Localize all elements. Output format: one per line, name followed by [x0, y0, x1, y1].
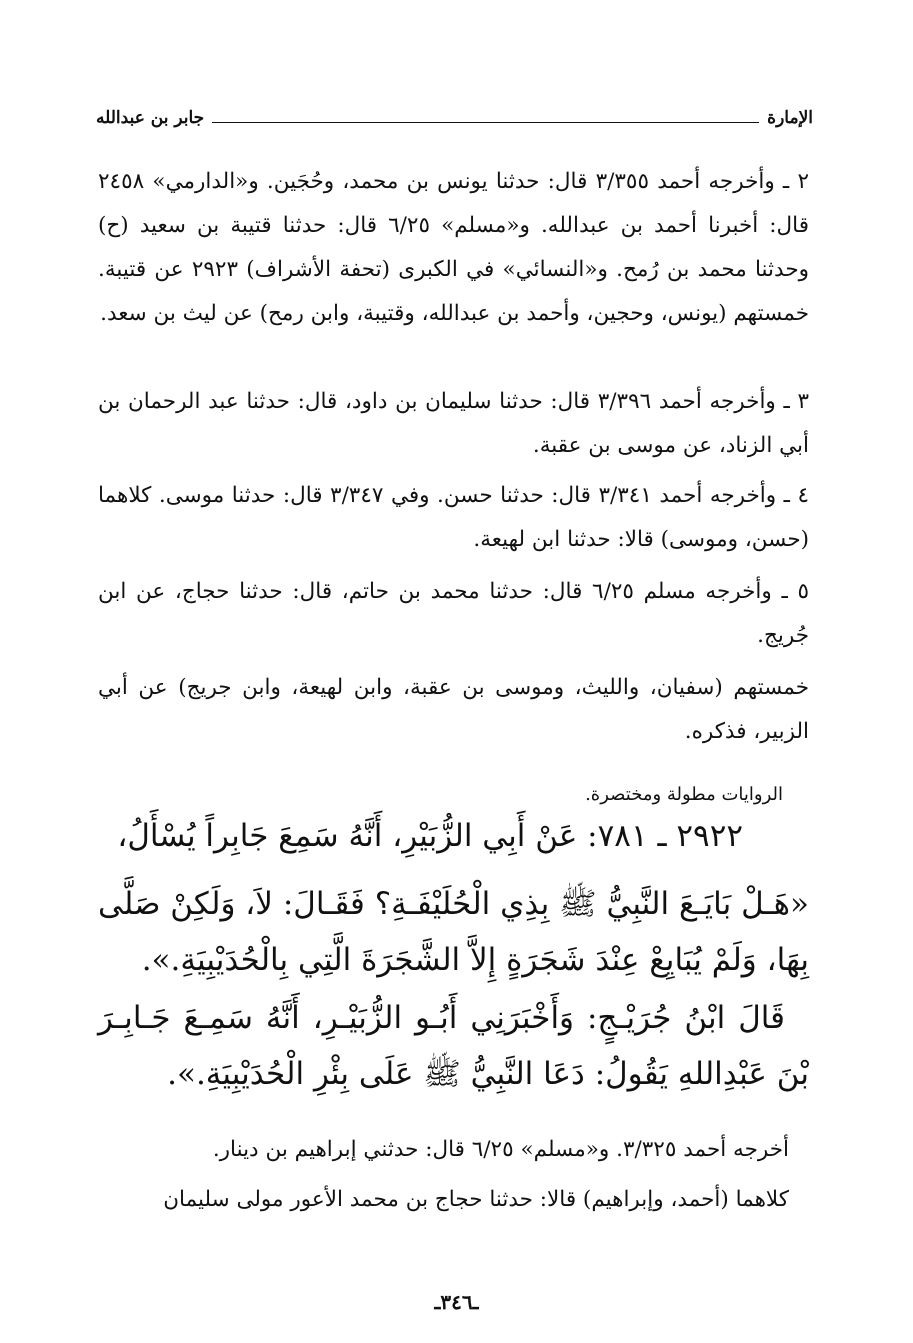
hadith-text: «هَـلْ بَايَـعَ النَّبِيُّ ﷺ بِذِي الْحُلَيْفَـةِ؟ فَقَـالَ: لاَ، وَلَكِنْ صَلَّى بِهَا، وَلَمْ يُبَايِعْ عِنْدَ شَجَرَةٍ إِلاَّ الشَّجَرَةَ الَّتِي بِالْحُدَيْبِيَةِ.».	[98, 886, 809, 978]
hadith-heading: ٢٩٢٢ ـ ٧٨١: عَنْ أَبِي الزُّبَيْرِ، أَنَّهُ سَمِعَ جَابِراً يُسْأَلُ،	[117, 818, 743, 854]
takhrij-line-2: كلاهما (أحمد، وإبراهيم) قالا: حدثنا حجاج بن محمد الأعور مولى سليمان	[163, 1187, 789, 1212]
header-chapter: الإمارة	[767, 108, 813, 128]
hadith-text-2: قَالَ ابْنُ جُرَيْـجٍ: وَأَخْبَرَنِي أَبُـو الزُّبَيْـرِ، أَنَّهُ سَمِـعَ جَـابِـرَ بْنَ عَبْدِاللهِ يَقُولُ: دَعَا النَّبِيُّ ﷺ عَلَى بِئْرِ الْحُدَيْبِيَةِ.».	[98, 1000, 809, 1092]
running-header	[96, 108, 813, 128]
header-narrator: جابر بن عبدالله	[96, 108, 205, 128]
narrations-caption: الروايات مطولة ومختصرة.	[585, 784, 783, 805]
footnote-2: ٢ ـ وأخرجه أحمد ٣/٣٥٥ قال: حدثنا يونس بن محمد، وحُجَين. و«الدارمي» ٢٤٥٨ قال: أخبرنا أحمد بن عبدالله. و«مسلم» ٦/٢٥ قال: حدثنا قتيبة بن سعيد (ح) وحدثنا محمد بن رُمح. و«النسائي» في الكبرى (تحفة الأشراف) ٢٩٢٣ عن قتيبة. خمستهم (يونس، وحجين، وأحمد بن عبدالله، وقتيبة، وابن رمح) عن ليث بن سعد.	[98, 169, 809, 326]
footnote-4: ٤ ـ وأخرجه أحمد ٣/٣٤١ قال: حدثنا حسن. وفي ٣/٣٤٧ قال: حدثنا موسى. كلاهما (حسن، وموسى) قالا: حدثنا ابن لهيعة.	[98, 483, 809, 552]
header-rule	[212, 122, 759, 123]
footnote-summary: خمستهم (سفيان، والليث، وموسى بن عقبة، وابن لهيعة، وابن جريج) عن أبي الزبير، فذكره.	[98, 675, 809, 744]
page-number: ـ٣٤٦ـ	[434, 1290, 479, 1314]
takhrij-line-1: أخرجه أحمد ٣/٣٢٥. و«مسلم» ٦/٢٥ قال: حدثني إبراهيم بن دينار.	[212, 1137, 789, 1162]
footnote-3: ٣ ـ وأخرجه أحمد ٣/٣٩٦ قال: حدثنا سليمان بن داود، قال: حدثنا عبد الرحمان بن أبي الزناد، عن موسى بن عقبة.	[98, 389, 809, 458]
footnote-5: ٥ ـ وأخرجه مسلم ٦/٢٥ قال: حدثنا محمد بن حاتم، قال: حدثنا حجاج، عن ابن جُريج.	[98, 579, 809, 648]
